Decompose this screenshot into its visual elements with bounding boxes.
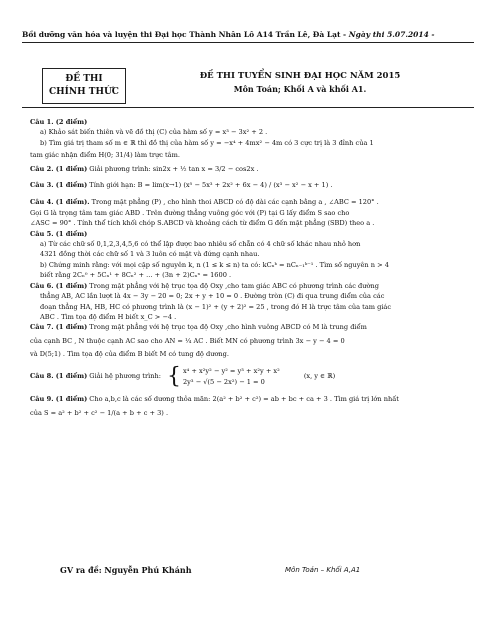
question-3: Câu 3. (1 điểm) Tính giới hạn: B = lim(x→1) (x⁵ − 5x³ + 2x² + 6x − 4) / (x³ − x² − x + 1) .	[30, 181, 333, 190]
system-brace: {	[166, 363, 181, 389]
question-7-line1: Câu 7. (1 điểm) Trong mặt phẳng với hệ trục tọa độ Oxy ,cho hình vuông ABCD có M là trung điểm	[30, 323, 367, 332]
question-1b-line1: b) Tìm giá trị tham số m ∈ ℝ thì đồ thị của hàm số y = −x⁴ + 4mx² − 4m có 3 cực trị là 3 đỉnh của 1	[40, 138, 374, 147]
question-1-heading: Câu 1. (2 điểm)	[30, 118, 88, 126]
page-footer	[60, 565, 460, 575]
question-1a: a) Khảo sát biến thiên và vẽ đồ thị (C) của hàm số y = x³ − 3x² + 2 .	[40, 128, 268, 137]
equation-domain: (x, y ∈ ℝ)	[303, 372, 336, 381]
official-exam-line2: CHÍNH THỨC	[49, 87, 119, 97]
question-6-line2: thẳng AB, AC lần lượt là 4x − 3y − 20 = 0; 2x + y + 10 = 0 . Đường tròn (C) đi qua trung điểm của các	[40, 292, 385, 301]
question-9-line2: của S = a² + b² + c² − 1/(a + b + c + 3) .	[30, 408, 169, 417]
question-5b-line2: biết rằng 2Cₙ⁰ + 5Cₙ¹ + 8Cₙ² + ... + (3n + 2)Cₙⁿ = 1600 .	[40, 271, 232, 280]
header-school: Bồi dưỡng văn hóa và luyện thi Đại học Thành Nhân Lô A14 Trần Lê, Đà Lạt -	[22, 30, 347, 39]
header-date: Ngày thi 5.07.2014 -	[346, 30, 435, 39]
question-7-line2: của cạnh BC , N thuộc cạnh AC sao cho AN = ¼ AC . Biết MN có phương trình 3x − y − 4 = 0	[30, 336, 345, 345]
exam-subtitle: Môn Toán; Khối A và khối A1.	[233, 84, 367, 94]
question-5-heading: Câu 5. (1 điểm)	[30, 229, 88, 238]
title-divider	[22, 107, 474, 108]
footer-subject: Môn Toán – Khối A,A1	[285, 566, 361, 574]
question-5a-line2: 4321 đồng thời các chữ số 1 và 3 luôn có mặt và đứng cạnh nhau.	[40, 250, 260, 259]
official-exam-line1: ĐỀ THI	[65, 74, 103, 84]
question-6-line3: đoạn thẳng HA, HB, HC có phương trình là (x − 1)² + (y + 2)² = 25 , trong đó H là trực tâm của tam giác	[40, 302, 392, 311]
question-2: Câu 2. (1 điểm) Giải phương trình: sin2x + ½ tan x = 3/2 − cos2x .	[30, 164, 259, 173]
equation-2: 2y³ − √(5 − 2x²) − 1 = 0	[182, 377, 265, 386]
question-6-line4: ABC . Tìm tọa độ điểm H biết x_C > −4 .	[40, 312, 177, 321]
footer-author: GV ra đề: Nguyễn Phú Khánh	[60, 565, 192, 575]
question-4-line1: Câu 4. (1 điểm). Trong mặt phẳng (P) , cho hình thoi ABCD có độ dài các cạnh bằng a , ∠ABC = 120° .	[30, 198, 379, 207]
question-4-line2: Gọi G là trọng tâm tam giác ABD . Trên đường thẳng vuông góc với (P) tại G lấy điểm S sao cho	[30, 208, 350, 217]
page-header	[22, 30, 474, 43]
question-7-line3: và D(5;1) . Tìm tọa độ của điểm B biết M có tung độ dương.	[30, 350, 230, 359]
exam-content	[30, 117, 470, 418]
question-6-line1: Câu 6. (1 điểm) Trong mặt phẳng với hệ trục tọa độ Oxy ,cho tam giác ABC có phương trình các đường	[30, 281, 379, 290]
question-4-line3: ∠ASC = 90° . Tính thể tích khối chóp S.ABCD và khoảng cách từ điểm G đến mặt phẳng (SBD) theo a .	[30, 219, 375, 228]
exam-title-block	[170, 70, 430, 96]
question-5a-line1: a) Từ các chữ số 0,1,2,3,4,5,6 có thể lập được bao nhiêu số chẵn có 4 chữ số khác nhau nhỏ hơn	[40, 240, 361, 249]
equation-1: x⁴ + x²y² − y² = y³ + x²y + x²	[182, 366, 280, 375]
question-5b-line1: b) Chứng minh rằng: với mọi cặp số nguyên k, n (1 ≤ k ≤ n) ta có: kCₙᵏ = nCₙ₋₁ᵏ⁻¹ . Tìm số nguyên n > 4	[40, 260, 389, 269]
question-1b-line2: tam giác nhận điểm H(0; 31/4) làm trực tâm.	[30, 151, 180, 160]
exam-title: ĐỀ THI TUYỂN SINH ĐẠI HỌC NĂM 2015	[199, 71, 401, 81]
official-exam-box	[42, 68, 126, 104]
equation-system	[183, 366, 280, 388]
question-8: Câu 8. (1 điểm) Giải hệ phương trình: { x⁴ + x²y² − y² = y³ + x²y + x² 2y³ − √(5 − 2x²) − 1 = 0 (x, y ∈ ℝ)	[30, 363, 336, 389]
question-9-line1: Câu 9. (1 điểm) Cho a,b,c là các số dương thỏa mãn: 2(a² + b² + c²) = ab + bc + ca + 3 . Tìm giá trị lớn nhất	[30, 394, 399, 403]
